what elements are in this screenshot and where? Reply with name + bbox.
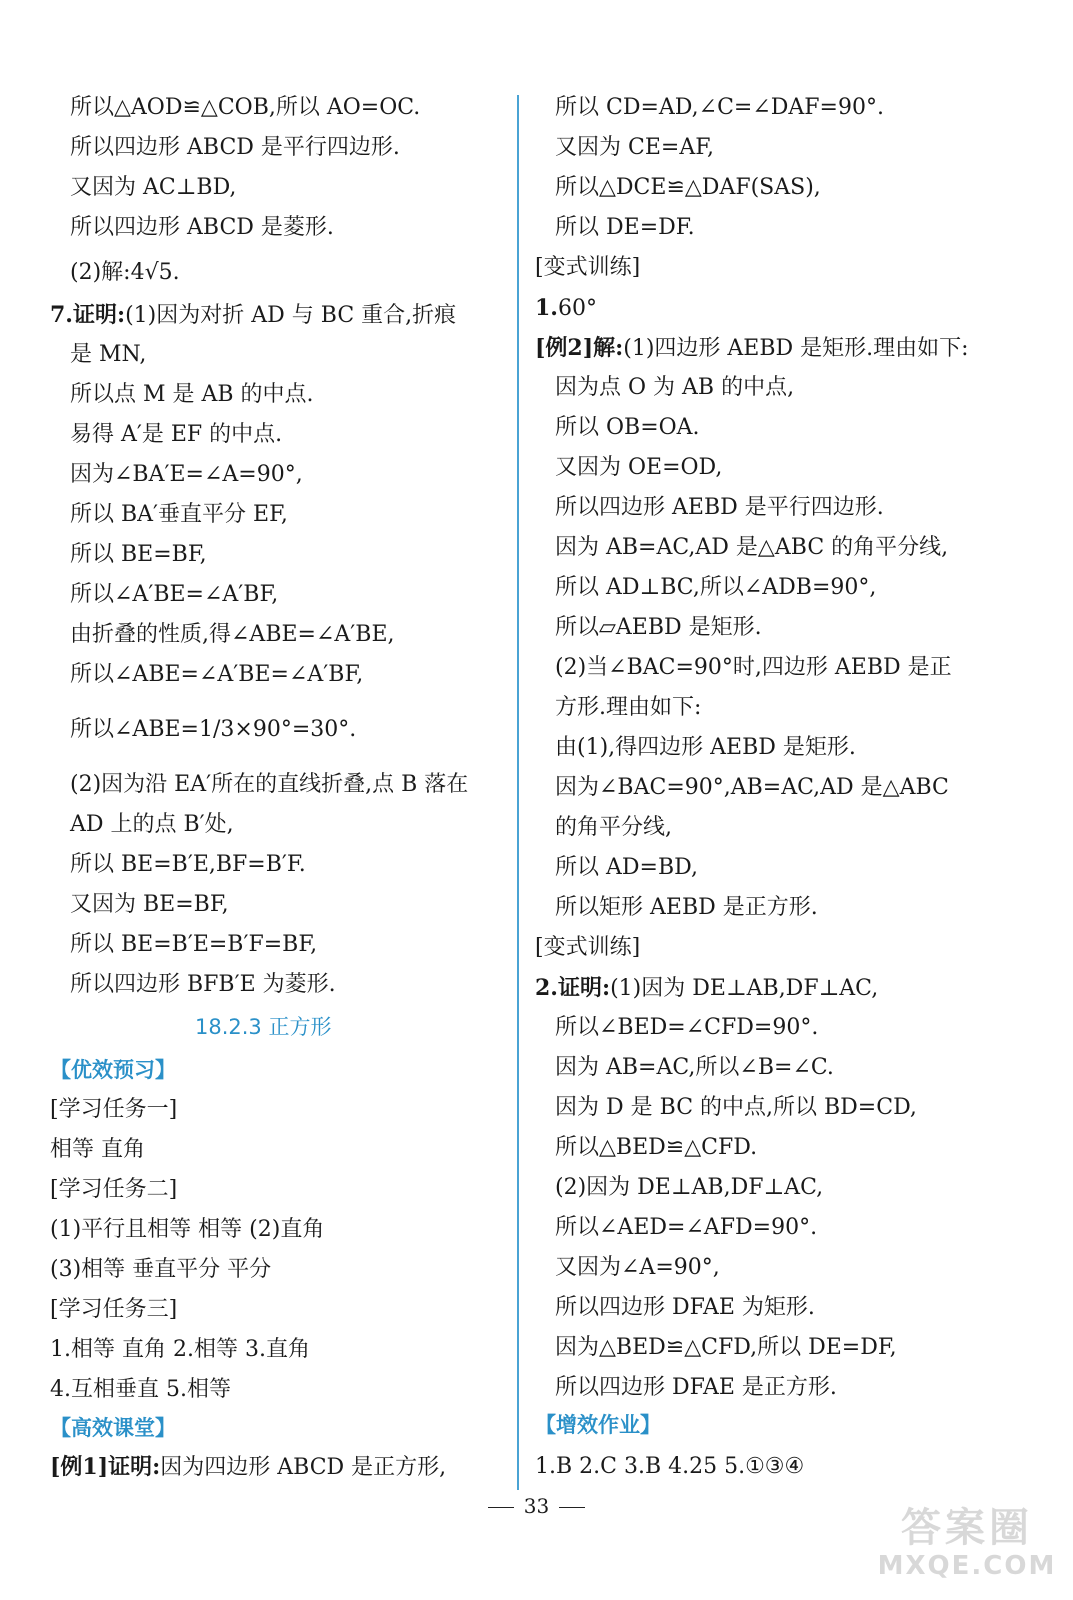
answer-line: 是 MN,: [70, 342, 147, 367]
answer-line: [学习任务一]: [50, 1097, 178, 1122]
answer-line: 所以矩形 AEBD 是正方形.: [555, 895, 818, 920]
answer-line: 因为∠BA′E=∠A=90°,: [70, 462, 303, 487]
answer-line: 因为 AB=AC,AD 是△ABC 的角平分线,: [555, 535, 949, 560]
answer-text: 因为四边形 ABCD 是正方形,: [160, 1455, 447, 1480]
answer-line: 又因为∠A=90°,: [555, 1255, 720, 1280]
answer-line: 所以四边形 BFB′E 为菱形.: [70, 972, 336, 997]
answer-line: [535, 293, 597, 324]
answer-line: 因为 D 是 BC 的中点,所以 BD=CD,: [555, 1095, 917, 1120]
answer-text: 60°: [557, 296, 597, 321]
answer-line: 易得 A′是 EF 的中点.: [70, 422, 283, 447]
answer-line: 所以△BED≌△CFD.: [555, 1135, 758, 1160]
answer-line: 4.互相垂直 5.相等: [50, 1377, 231, 1402]
answer-line: (2)解:4√5.: [70, 260, 180, 285]
answer-line: AD 上的点 B′处,: [70, 812, 234, 837]
answer-line: [50, 1452, 446, 1483]
answer-line: 因为 AB=AC,所以∠B=∠C.: [555, 1055, 834, 1080]
answer-line: 由(1),得四边形 AEBD 是矩形.: [555, 735, 856, 760]
answer-line: 1.相等 直角 2.相等 3.直角: [50, 1337, 310, 1362]
answer-line: (3)相等 垂直平分 平分: [50, 1257, 272, 1282]
answer-line: 又因为 BE=BF,: [70, 892, 229, 917]
answer-label: [例1]证明:: [50, 1454, 161, 1480]
section-heading: 【增效作业】: [535, 1413, 661, 1437]
answer-line: 所以 DE=DF.: [555, 215, 695, 240]
answer-line: 又因为 CE=AF,: [555, 135, 715, 160]
answer-line: (2)因为 DE⊥AB,DF⊥AC,: [555, 1175, 824, 1200]
answer-line: 因为∠BAC=90°,AB=AC,AD 是△ABC: [555, 775, 949, 800]
watermark-logo: [872, 1505, 1062, 1590]
watermark-top-text: 答案圈: [901, 1505, 1033, 1551]
answer-line: 所以四边形 DFAE 为矩形.: [555, 1295, 815, 1320]
section-heading: 【高效课堂】: [50, 1416, 176, 1440]
answer-line: (1)平行且相等 相等 (2)直角: [50, 1217, 325, 1242]
answer-line: 的角平分线,: [555, 815, 672, 840]
answer-line: 所以 BA′垂直平分 EF,: [70, 502, 288, 527]
answer-line: [学习任务二]: [50, 1177, 178, 1202]
section-heading: 【优效预习】: [50, 1058, 176, 1082]
answer-line: 所以四边形 ABCD 是菱形.: [70, 215, 334, 240]
answer-line: 又因为 AC⊥BD,: [70, 175, 237, 200]
answer-line: [50, 300, 456, 331]
answer-text: (1)因为 DE⊥AB,DF⊥AC,: [610, 976, 879, 1001]
answer-line: 所以∠BED=∠CFD=90°.: [555, 1015, 819, 1040]
answer-line: [535, 333, 969, 364]
page-number-text: 33: [523, 1494, 550, 1518]
answer-text: (1)因为对折 AD 与 BC 重合,折痕: [125, 303, 457, 328]
answer-line: 所以 BE=B′E=B′F=BF,: [70, 932, 318, 957]
answer-line: 所以 BE=B′E,BF=B′F.: [70, 852, 306, 877]
answer-line: [535, 973, 878, 1004]
answer-line: (2)当∠BAC=90°时,四边形 AEBD 是正: [555, 655, 952, 680]
answer-line: 方形.理由如下:: [555, 695, 702, 720]
answer-line: 所以△DCE≌△DAF(SAS),: [555, 175, 821, 200]
column-divider: [517, 95, 519, 1490]
answer-label: [例2]解:: [535, 335, 624, 361]
answer-line: 所以∠ABE=∠A′BE=∠A′BF,: [70, 662, 364, 687]
answer-line: 所以 OB=OA.: [555, 415, 700, 440]
answer-label: 7.证明:: [50, 302, 126, 328]
section-title: 18.2.3 正方形: [195, 1015, 332, 1039]
answer-line: [变式训练]: [535, 255, 641, 280]
watermark-bottom-text: MXQE.COM: [877, 1551, 1057, 1581]
answer-line: (2)因为沿 EA′所在的直线折叠,点 B 落在: [70, 772, 469, 797]
answer-label: 1.: [535, 295, 558, 321]
answer-line: 所以四边形 ABCD 是平行四边形.: [70, 135, 400, 160]
answer-line: 所以四边形 DFAE 是正方形.: [555, 1375, 837, 1400]
answer-line: [学习任务三]: [50, 1297, 178, 1322]
answer-line: 所以 AD=BD,: [555, 855, 698, 880]
answer-line: 相等 直角: [50, 1137, 145, 1162]
answer-text: (1)四边形 AEBD 是矩形.理由如下:: [623, 336, 969, 361]
answer-line: 由折叠的性质,得∠ABE=∠A′BE,: [70, 622, 395, 647]
answer-line: 所以∠A′BE=∠A′BF,: [70, 582, 279, 607]
answer-line: 所以△AOD≌△COB,所以 AO=OC.: [70, 95, 421, 120]
answer-line: [变式训练]: [535, 935, 641, 960]
answer-line: 所以▱AEBD 是矩形.: [555, 615, 762, 640]
answer-line: 1.B 2.C 3.B 4.25 5.①③④: [535, 1454, 805, 1479]
page-number-dash-left: [488, 1507, 514, 1508]
answer-label: 2.证明:: [535, 975, 611, 1001]
answer-line: 所以点 M 是 AB 的中点.: [70, 382, 314, 407]
answer-line: 所以四边形 AEBD 是平行四边形.: [555, 495, 884, 520]
page-number-dash-right: [559, 1507, 585, 1508]
answer-line: 所以 BE=BF,: [70, 542, 207, 567]
answer-line: 所以∠AED=∠AFD=90°.: [555, 1215, 818, 1240]
answer-line: 所以∠ABE=1/3×90°=30°.: [70, 717, 357, 742]
answer-line: 因为点 O 为 AB 的中点,: [555, 375, 795, 400]
answer-line: 因为△BED≌△CFD,所以 DE=DF,: [555, 1335, 897, 1360]
answer-line: 所以 AD⊥BC,所以∠ADB=90°,: [555, 575, 877, 600]
answer-line: 所以 CD=AD,∠C=∠DAF=90°.: [555, 95, 884, 120]
answer-line: 又因为 OE=OD,: [555, 455, 723, 480]
